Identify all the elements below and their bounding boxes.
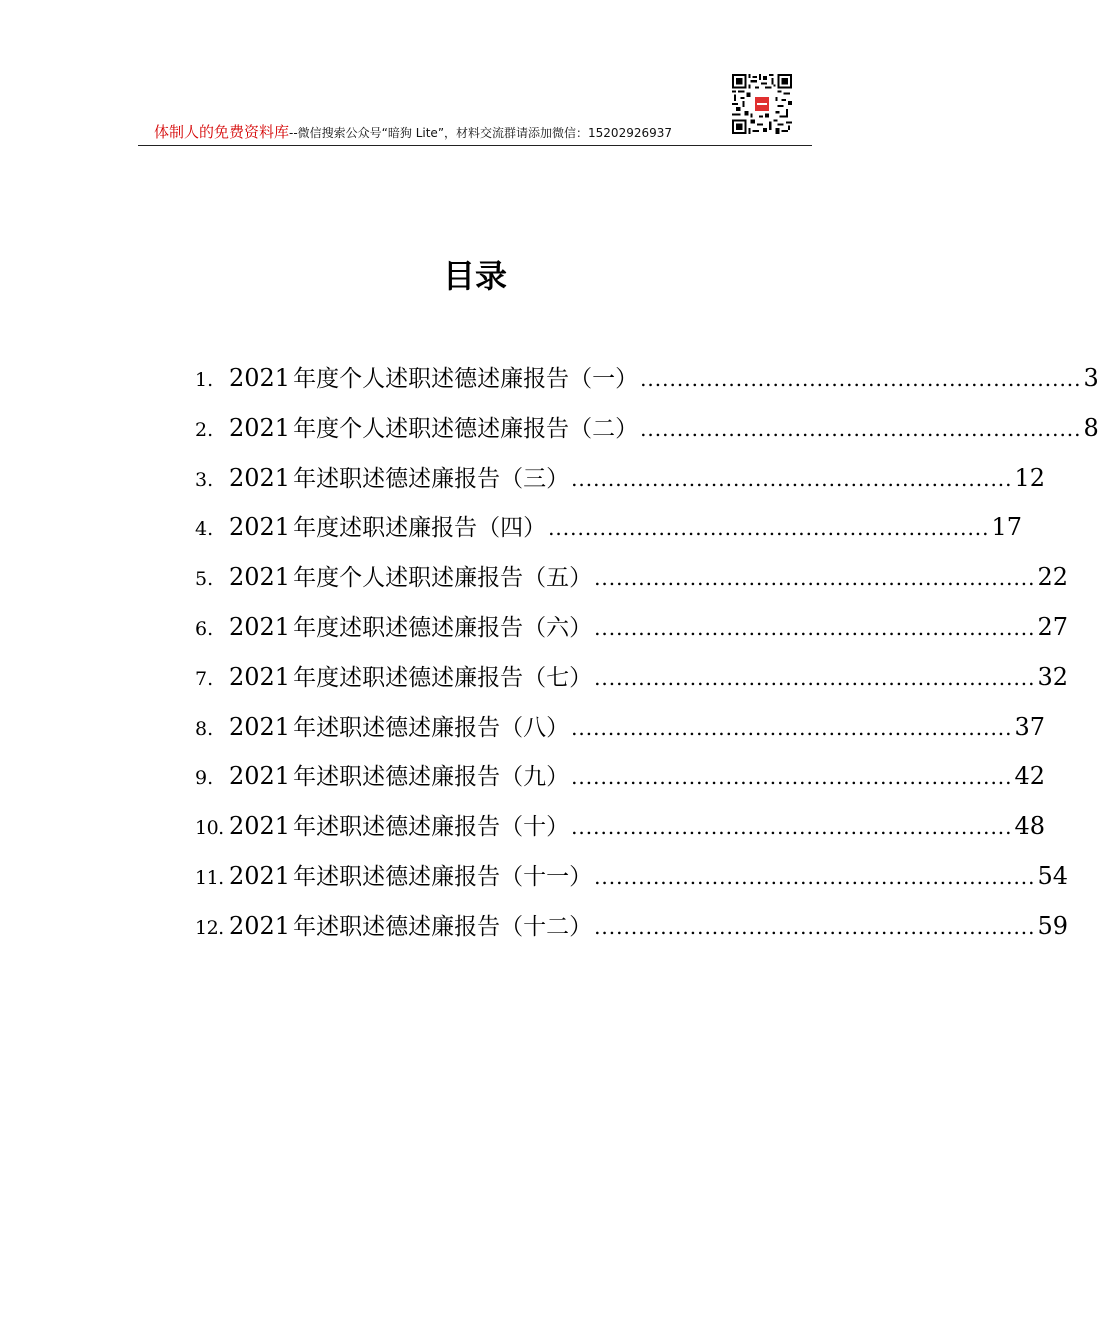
toc-entry-number: 8. (195, 717, 214, 740)
toc-entry-title (229, 460, 569, 497)
toc-entry-page: 22 (1037, 563, 1069, 592)
toc-entry-year: 2021 (229, 762, 291, 791)
toc-entry-title (229, 858, 592, 895)
header-divider (138, 145, 812, 146)
toc-entry-leader: ............................................................ (594, 864, 1036, 889)
toc-entry[interactable] (195, 908, 1069, 958)
toc-entry-label: 年述职述德述廉报告（三） (293, 465, 570, 492)
page-header (138, 74, 812, 146)
toc-entry-title (229, 609, 592, 646)
toc-entry-label: 年述职述德述廉报告（十一） (293, 863, 593, 890)
toc-entry-label: 年度个人述职述廉报告（五） (293, 565, 593, 592)
toc-entry-label: 年度述职述德述廉报告（七） (293, 664, 593, 691)
toc-entry-page: 54 (1037, 861, 1069, 890)
toc-entry-title (229, 559, 592, 596)
toc-entry-year: 2021 (229, 861, 291, 890)
header-slogan: --微信搜索公众号“暗狗 Lite”，材料交流群请添加微信：15202926937 (289, 126, 673, 140)
toc-entry-year: 2021 (229, 513, 291, 542)
toc-entry-number: 1. (195, 369, 214, 391)
toc-entry[interactable] (195, 360, 1099, 410)
toc-entry[interactable] (195, 709, 1046, 759)
qr-code-icon (732, 74, 792, 134)
header-brand: 体制人的免费资料库 (154, 123, 290, 141)
toc-entry[interactable] (195, 858, 1069, 908)
toc-entry-label: 年度述职述廉报告（四） (293, 515, 547, 542)
toc-entry-title (229, 758, 569, 795)
toc-entry-leader: ............................................................ (571, 466, 1013, 491)
toc-entry-label: 年度述职述德述廉报告（六） (293, 614, 593, 641)
toc-entry-number: 9. (195, 767, 214, 790)
toc-entry-year: 2021 (229, 662, 291, 691)
toc-entry-page: 3 (1083, 364, 1099, 392)
toc-entry-leader: ............................................................ (571, 765, 1013, 790)
toc-entry-title (229, 360, 638, 397)
toc-entry-title (229, 908, 592, 945)
toc-entry-page: 42 (1014, 762, 1046, 791)
toc-entry[interactable] (195, 808, 1046, 858)
page-title: 目录 (442, 257, 507, 295)
toc-entry-page: 32 (1037, 662, 1069, 691)
toc-entry-page: 59 (1037, 911, 1069, 940)
toc-entry-leader: ............................................................ (594, 665, 1036, 690)
toc-entry-label: 年度个人述职述德述廉报告（一） (293, 366, 639, 392)
toc-entry-year: 2021 (229, 612, 291, 641)
toc-entry-label: 年述职述德述廉报告（八） (293, 714, 570, 741)
toc-entry-year: 2021 (229, 413, 291, 442)
toc-entry-year: 2021 (229, 812, 291, 841)
toc-entry-label: 年述职述德述廉报告（十） (293, 814, 570, 841)
toc-entry-leader: ............................................................ (548, 516, 990, 541)
toc-entry-number: 2. (195, 418, 214, 441)
toc-entry-number: 4. (195, 518, 214, 541)
toc-entry-year: 2021 (229, 364, 291, 392)
toc-entry-title (229, 709, 569, 746)
toc-entry[interactable] (195, 410, 1099, 460)
toc-entry-year: 2021 (229, 463, 291, 492)
toc-entry-number: 12. (195, 916, 224, 939)
toc-entry-number: 3. (195, 468, 214, 491)
header-text (154, 124, 672, 141)
toc-entry-number: 7. (195, 667, 214, 690)
toc-entry-label: 年度个人述职述德述廉报告（二） (293, 415, 639, 442)
toc-entry[interactable] (195, 460, 1046, 510)
toc-entry[interactable] (195, 659, 1069, 709)
toc-entry[interactable] (195, 559, 1069, 609)
toc-entry-title (229, 410, 638, 447)
toc-entry-year: 2021 (229, 712, 291, 741)
toc-entry-year: 2021 (229, 563, 291, 592)
toc-entry-leader: ............................................................ (640, 367, 1082, 391)
toc-entry[interactable] (195, 509, 1023, 559)
toc-entry-leader: ............................................................ (571, 715, 1013, 740)
toc-entry-number: 10. (195, 817, 224, 840)
toc-entry-page: 17 (991, 513, 1023, 542)
toc-entry-leader: ............................................................ (594, 566, 1036, 591)
toc-entry-number: 6. (195, 617, 214, 640)
toc-entry-leader: ............................................................ (571, 815, 1013, 840)
toc-entry-title (229, 509, 546, 546)
toc-entry-page: 27 (1037, 612, 1069, 641)
toc-entry[interactable] (195, 609, 1069, 659)
toc-entry-page: 37 (1014, 712, 1046, 741)
toc-entry-leader: ............................................................ (594, 615, 1036, 640)
toc-entry[interactable] (195, 758, 1046, 808)
toc-entry-title (229, 808, 569, 845)
toc-entry-year: 2021 (229, 911, 291, 940)
toc-entry-leader: ............................................................ (594, 914, 1036, 939)
toc-entry-label: 年述职述德述廉报告（九） (293, 764, 570, 791)
toc-entry-label: 年述职述德述廉报告（十二） (293, 913, 593, 940)
toc-entry-page: 48 (1014, 812, 1046, 841)
toc-entry-number: 5. (195, 568, 214, 591)
table-of-contents (195, 360, 1099, 958)
toc-entry-page: 8 (1083, 413, 1099, 442)
toc-entry-title (229, 659, 592, 696)
toc-entry-page: 12 (1014, 463, 1046, 492)
toc-entry-leader: ............................................................ (640, 416, 1082, 441)
toc-entry-number: 11. (195, 866, 224, 889)
